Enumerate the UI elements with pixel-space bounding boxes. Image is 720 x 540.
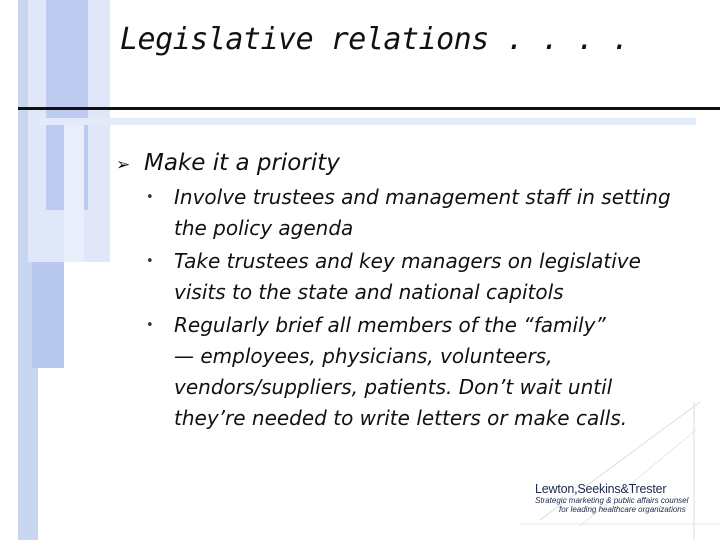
list-item-text: Take trustees and key managers on legislative visits to the state and national capitols [174,249,641,304]
list-item [146,246,706,308]
sub-bullet-list [146,182,706,434]
logo-decoration [520,400,720,540]
list-item [146,182,706,244]
main-bullet-text: Make it a priority [144,150,340,176]
slide-title: Legislative relations . . . . [120,22,630,57]
decor-band [40,118,696,125]
dot-bullet-icon: • [146,254,154,269]
company-logo [535,482,705,514]
logo-name: Lewton,Seekins&Trester [535,482,667,496]
list-item-text: Regularly brief all members of the “family” — employees, physicians, volunteers, vendors/suppliers, patients. Don’t wait until they’re needed to write letters or make calls. [174,313,628,430]
list-item-text: Involve trustees and management staff in setting the policy agenda [174,185,671,240]
dot-bullet-icon: • [146,318,154,333]
dot-bullet-icon: • [146,190,154,205]
decor-block [64,118,84,262]
decor-block [32,262,64,368]
title-divider [18,107,720,110]
slide-body [116,150,706,436]
logo-tagline: Strategic marketing & public affairs counsel [535,496,689,505]
arrowhead-bullet-icon: ➢ [116,155,131,175]
main-bullet [116,150,706,176]
logo-tagline: for leading healthcare organizations [559,505,686,514]
